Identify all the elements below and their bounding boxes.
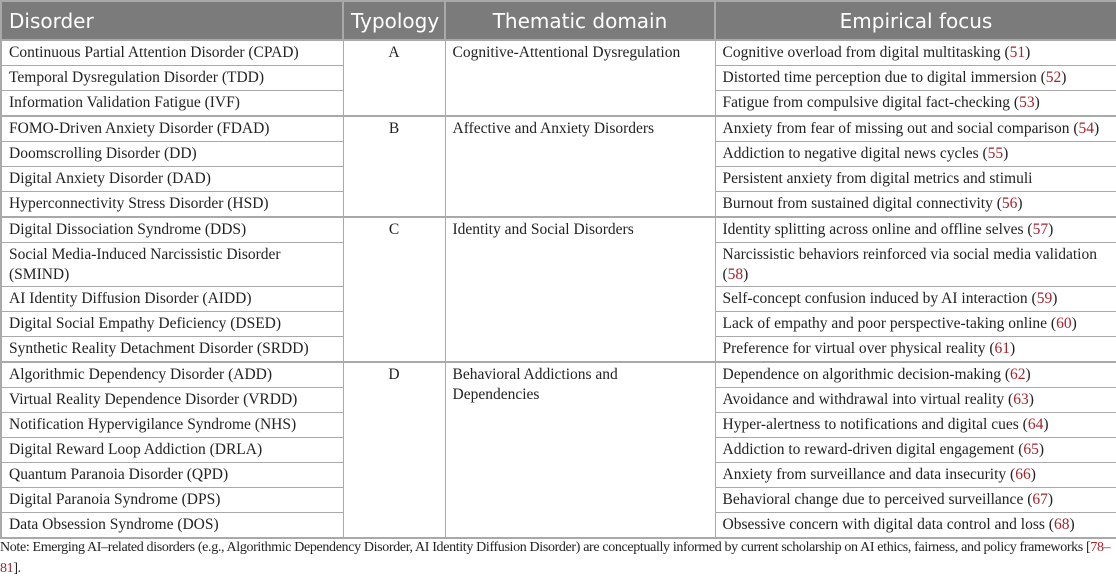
disorder-cell: Synthetic Reality Detachment Disorder (SRDD) (1, 337, 343, 363)
note-text: Note: Emerging AI–related disorders (e.g., Algorithmic Dependency Disorder, AI Identity Diffusion Disorder) are conceptually informed by current scholarship on AI ethics, fairness, and policy frameworks [ (0, 540, 1091, 555)
empirical-focus-cell: Anxiety from surveillance and data insecurity (66) (715, 463, 1116, 488)
empirical-focus-cell: Addiction to reward-driven digital engagement (65) (715, 438, 1116, 463)
focus-text: Persistent anxiety from digital metrics and stimuli (722, 170, 1033, 187)
empirical-focus-cell: Burnout from sustained digital connectivity (56) (715, 192, 1116, 218)
reference-link[interactable]: 58 (727, 266, 744, 283)
empirical-focus-cell: Dependence on algorithmic decision-making (62) (715, 362, 1116, 388)
reference-link[interactable]: 66 (1015, 466, 1031, 483)
focus-text: Addiction to reward-driven digital engagement (722, 441, 1015, 458)
empirical-focus-cell: Distorted time perception due to digital immersion (52) (715, 66, 1116, 91)
table-body (1, 40, 1116, 538)
focus-text: Anxiety from fear of missing out and social comparison (722, 120, 1070, 137)
table-row (1, 217, 1116, 243)
disorder-cell: Digital Anxiety Disorder (DAD) (1, 167, 343, 192)
disorder-cell: Doomscrolling Disorder (DD) (1, 142, 343, 167)
reference-link[interactable]: 56 (1001, 195, 1018, 212)
reference-link[interactable]: 54 (1078, 120, 1094, 137)
focus-text: Anxiety from surveillance and data insecurity (722, 466, 1007, 483)
focus-text: Dependence on algorithmic decision-making (722, 366, 1001, 383)
empirical-focus-cell: Self-concept confusion induced by AI interaction (59) (715, 287, 1116, 312)
focus-text: Distorted time perception due to digital immersion (722, 69, 1037, 86)
focus-text: Narcissistic behaviors reinforced via social media validation (722, 246, 1097, 263)
disorder-cell: Continuous Partial Attention Disorder (CPAD) (1, 40, 343, 66)
empirical-focus-cell: Preference for virtual over physical reality (61) (715, 337, 1116, 363)
disorder-cell: Notification Hypervigilance Syndrome (NHS) (1, 413, 343, 438)
thematic-domain-cell: Identity and Social Disorders (445, 217, 715, 362)
note-reference-link[interactable]: 78–81 (0, 540, 1111, 576)
table-note (0, 537, 1116, 579)
reference-link[interactable]: 64 (1027, 416, 1044, 433)
disorder-cell: Digital Dissociation Syndrome (DDS) (1, 217, 343, 243)
reference-link[interactable]: 53 (1019, 94, 1035, 111)
focus-text: Obsessive concern with digital data control and loss (722, 516, 1045, 533)
reference-link[interactable]: 67 (1032, 491, 1048, 508)
reference-link[interactable]: 62 (1010, 366, 1026, 383)
disorder-cell: AI Identity Diffusion Disorder (AIDD) (1, 287, 343, 312)
typology-cell: A (343, 40, 445, 116)
empirical-focus-cell: Fatigue from compulsive digital fact-checking (53) (715, 91, 1116, 117)
empirical-focus-cell: Anxiety from fear of missing out and social comparison (54) (715, 116, 1116, 142)
empirical-focus-cell: Obsessive concern with digital data control and loss (68) (715, 513, 1116, 539)
focus-text: Fatigue from compulsive digital fact-checking (722, 94, 1011, 111)
disorder-cell: Temporal Dysregulation Disorder (TDD) (1, 66, 343, 91)
thematic-domain-cell: Behavioral Addictions and Dependencies (445, 362, 715, 538)
focus-text: Addiction to negative digital news cycles (722, 145, 979, 162)
focus-text: Identity splitting across online and offline selves (722, 221, 1024, 238)
thematic-domain-cell: Affective and Anxiety Disorders (445, 116, 715, 217)
empirical-focus-cell: Behavioral change due to perceived surveillance (67) (715, 488, 1116, 513)
reference-link[interactable]: 60 (1056, 315, 1072, 332)
disorder-cell: Hyperconnectivity Stress Disorder (HSD) (1, 192, 343, 218)
note-suffix: ]. (13, 561, 21, 576)
reference-link[interactable]: 65 (1023, 441, 1039, 458)
reference-link[interactable]: 59 (1036, 290, 1053, 307)
disorder-cell: Algorithmic Dependency Disorder (ADD) (1, 362, 343, 388)
focus-text: Burnout from sustained digital connectivity (722, 195, 993, 212)
focus-text: Lack of empathy and poor perspective-taking online (722, 315, 1048, 332)
table-row (1, 40, 1116, 66)
header-thematic-domain: Thematic domain (445, 1, 715, 40)
thematic-domain-cell: Cognitive-Attentional Dysregulation (445, 40, 715, 116)
reference-link[interactable]: 52 (1045, 69, 1062, 86)
empirical-focus-cell: Addiction to negative digital news cycles (55) (715, 142, 1116, 167)
reference-link[interactable]: 61 (994, 340, 1010, 357)
focus-text: Cognitive overload from digital multitasking (722, 44, 1001, 61)
table-row (1, 116, 1116, 142)
disorder-cell: Digital Paranoia Syndrome (DPS) (1, 488, 343, 513)
focus-text: Self-concept confusion induced by AI interaction (722, 290, 1028, 307)
disorder-cell: Data Obsession Syndrome (DOS) (1, 513, 343, 539)
reference-link[interactable]: 63 (1013, 391, 1029, 408)
header-empirical-focus: Empirical focus (715, 1, 1116, 40)
empirical-focus-cell (715, 167, 1116, 192)
reference-link[interactable]: 51 (1009, 44, 1026, 61)
disorder-cell: Quantum Paranoia Disorder (QPD) (1, 463, 343, 488)
focus-text: Hyper-alertness to notifications and digital cues (722, 416, 1019, 433)
empirical-focus-cell: Cognitive overload from digital multitasking (51) (715, 40, 1116, 66)
empirical-focus-cell: Lack of empathy and poor perspective-taking online (60) (715, 312, 1116, 337)
table-row (1, 362, 1116, 388)
focus-text: Preference for virtual over physical reality (722, 340, 986, 357)
typology-cell: B (343, 116, 445, 217)
empirical-focus-cell: Narcissistic behaviors reinforced via social media validation (58) (715, 243, 1116, 287)
empirical-focus-cell: Avoidance and withdrawal into virtual reality (63) (715, 388, 1116, 413)
disorder-cell: Digital Reward Loop Addiction (DRLA) (1, 438, 343, 463)
disorder-cell: Social Media-Induced Narcissistic Disorder (SMIND) (1, 243, 343, 287)
table-header-row (1, 1, 1116, 40)
disorder-cell: Virtual Reality Dependence Disorder (VRDD) (1, 388, 343, 413)
reference-link[interactable]: 57 (1032, 221, 1049, 238)
header-disorder: Disorder (1, 1, 343, 40)
empirical-focus-cell: Hyper-alertness to notifications and digital cues (64) (715, 413, 1116, 438)
typology-cell: D (343, 362, 445, 538)
disorder-cell: Information Validation Fatigue (IVF) (1, 91, 343, 117)
header-typology: Typology (343, 1, 445, 40)
focus-text: Avoidance and withdrawal into virtual reality (722, 391, 1005, 408)
reference-link[interactable]: 55 (987, 145, 1004, 162)
reference-link[interactable]: 68 (1053, 516, 1070, 533)
disorder-cell: Digital Social Empathy Deficiency (DSED) (1, 312, 343, 337)
focus-text: Behavioral change due to perceived surveillance (722, 491, 1024, 508)
empirical-focus-cell: Identity splitting across online and offline selves (57) (715, 217, 1116, 243)
typology-cell: C (343, 217, 445, 362)
disorder-cell: FOMO-Driven Anxiety Disorder (FDAD) (1, 116, 343, 142)
